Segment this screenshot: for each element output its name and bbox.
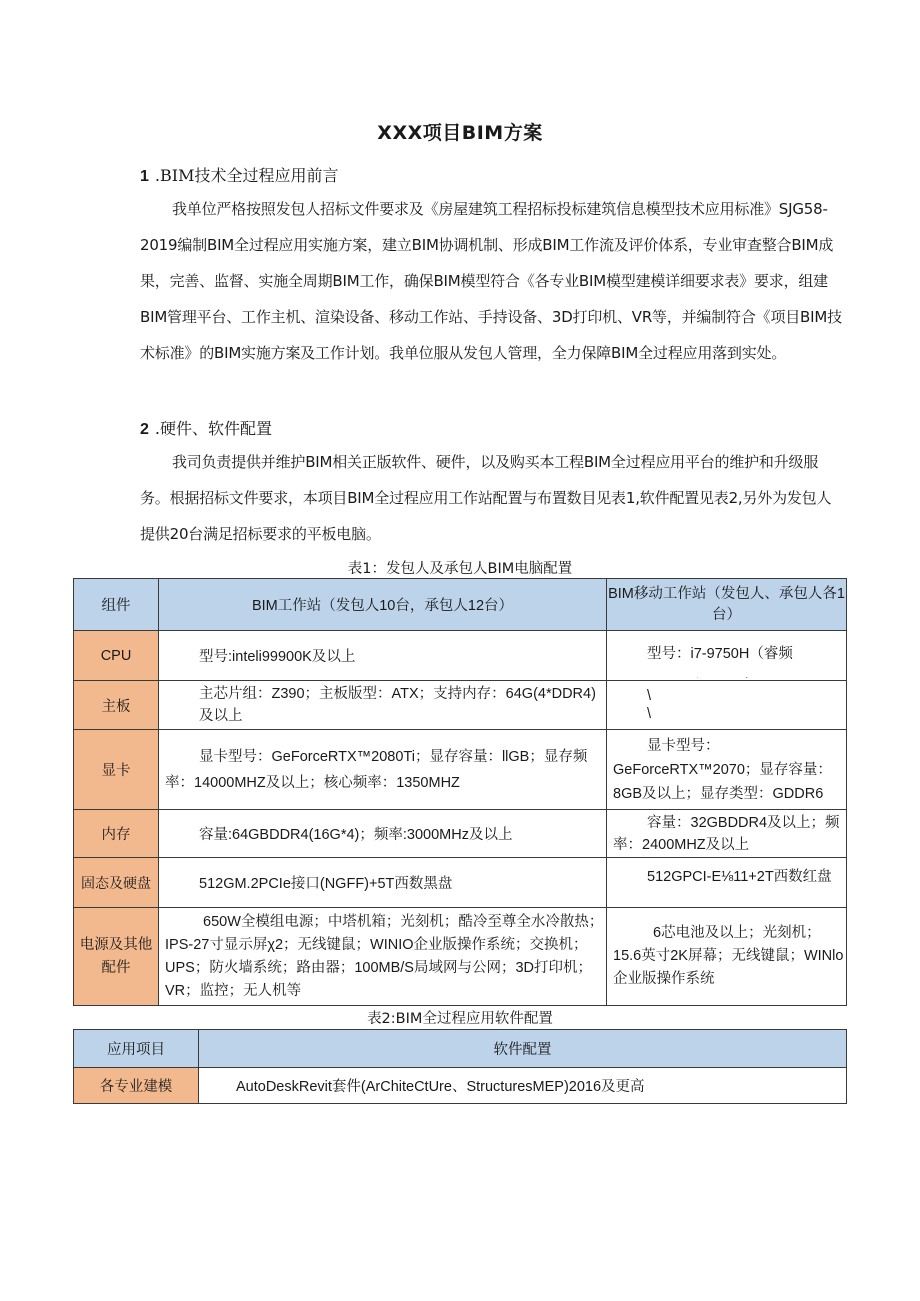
table1-caption: 表1：发包人及承包人BIM电脑配置 — [347, 561, 573, 577]
table-row — [74, 908, 847, 1006]
workstation-spec-text: 主芯片组：Z390；主板版型：ATX；支持内存：64G(4*DDR4)及以上 — [199, 686, 596, 724]
workstation-spec — [159, 681, 607, 730]
section-title: .硬件、软件配置 — [154, 419, 272, 438]
workstation-spec: 型号:inteli99900K及以上 — [159, 631, 607, 681]
header-cell: 软件配置 — [199, 1030, 847, 1068]
row-label: CPU — [74, 631, 159, 681]
section-number: 2 — [140, 421, 149, 438]
mobile-spec — [607, 810, 847, 858]
mobile-spec-text: 显卡型号：GeForceRTX™2070；显存容量：8GB及以上；显存类型：GDDR6 — [613, 737, 832, 802]
mobile-spec — [607, 908, 847, 1006]
workstation-spec-text: 显卡型号：GeForceRTX™2080Ti；显存容量：llGB；显存频率：14000MHZ及以上；核心频率：1350MHZ — [165, 748, 588, 791]
mobile-spec-text: 6芯电池及以上；光刻机；15.6英寸2K屏幕；无线键鼠；WINlo企业版操作系统 — [613, 925, 844, 987]
section-number: 1 — [140, 168, 149, 185]
workstation-spec: 512GM.2PCIe接口(NGFF)+5T西数黑盘 — [159, 858, 607, 908]
header-cell: BIM工作站（发包人10台，承包人12台） — [159, 579, 607, 631]
row-label: 固态及硬盘 — [74, 858, 159, 908]
mobile-spec — [607, 631, 847, 681]
table-header-row — [74, 1030, 847, 1068]
mobile-spec: \ \ — [607, 681, 847, 730]
mobile-spec — [607, 730, 847, 810]
workstation-spec: 容量:64GBDDR4(16G*4)；频率:3000MHz及以上 — [159, 810, 607, 858]
section-title: .BIM技术全过程应用前言 — [154, 166, 339, 185]
workstation-spec — [159, 730, 607, 810]
table2-caption: 表2:BIM全过程应用软件配置 — [367, 1011, 553, 1027]
hardware-table — [73, 578, 847, 1006]
section-heading-1 — [140, 163, 338, 186]
row-label: 显卡 — [74, 730, 159, 810]
header-cell: 组件 — [74, 579, 159, 631]
row-label: 各专业建模 — [74, 1068, 199, 1104]
header-cell: BIM移动工作站（发包人、承包人各1台） — [607, 579, 847, 631]
table-header-row — [74, 579, 847, 631]
workstation-spec-text: 650W全模组电源；中塔机箱；光刻机；酷冷至尊全水冷散热；IPS-27寸显示屏χ2；无线键鼠；WINIO企业版操作系统；交换机；UPS；防火墙系统；路由器；100MB/S局域网与公网；3D打印机；VR；监控；无人机等 — [165, 913, 604, 999]
mobile-spec: 512GPCI-E⅛11+2T西数红盘 — [607, 858, 847, 908]
table-row — [74, 681, 847, 730]
row-label: 主板 — [74, 681, 159, 730]
table-row — [74, 631, 847, 681]
table-row — [74, 858, 847, 908]
page-title: XXX项目BIM方案 — [377, 122, 543, 144]
mobile-spec-text: 容量：32GBDDR4及以上；频率：2400MHZ及以上 — [613, 814, 840, 853]
section-heading-2 — [140, 416, 272, 439]
software-table — [73, 1029, 847, 1104]
row-label: 内存 — [74, 810, 159, 858]
intro-paragraph: 我单位严格按照发包人招标文件要求及《房屋建筑工程招标投标建筑信息模型技术应用标准》SJG58-2019编制BIM全过程应用实施方案，建立BIM协调机制、形成BIM工作流及评价体系，专业审查整合BIM成果，完善、监督、实施全周期BIM工作，确保BIM模型符合《各专业BIM模型建模详细要求表》要求，组建BIM管理平台、工作主机、渲染设备、移动工作站、手持设备、3D打印机、VR等，并编制符合《项目BIM技术标准》的BIM实施方案及工作计划。我单位服从发包人管理，全力保障BIM全过程应用落到实处。 — [140, 200, 842, 362]
config-paragraph: 我司负责提供并维护BIM相关正版软件、硬件，以及购买本工程BIM全过程应用平台的维护和升级服务。根据招标文件要求，本项目BIM全过程应用工作站配置与布置数目见表1,软件配置见表2,另外为发包人提供20台满足招标要求的平板电脑。 — [140, 453, 832, 543]
table-row — [74, 730, 847, 810]
software-spec: AutoDeskRevit套件(ArChiteCtUre、StructuresMEP)2016及更高 — [199, 1068, 847, 1104]
row-label: 电源及其他配件 — [74, 908, 159, 1006]
mobile-spec-text: 型号：i7-9750H（睿频 — [647, 645, 793, 662]
table-row — [74, 1068, 847, 1104]
table-row — [74, 810, 847, 858]
header-cell: 应用项目 — [74, 1030, 199, 1068]
workstation-spec — [159, 908, 607, 1006]
